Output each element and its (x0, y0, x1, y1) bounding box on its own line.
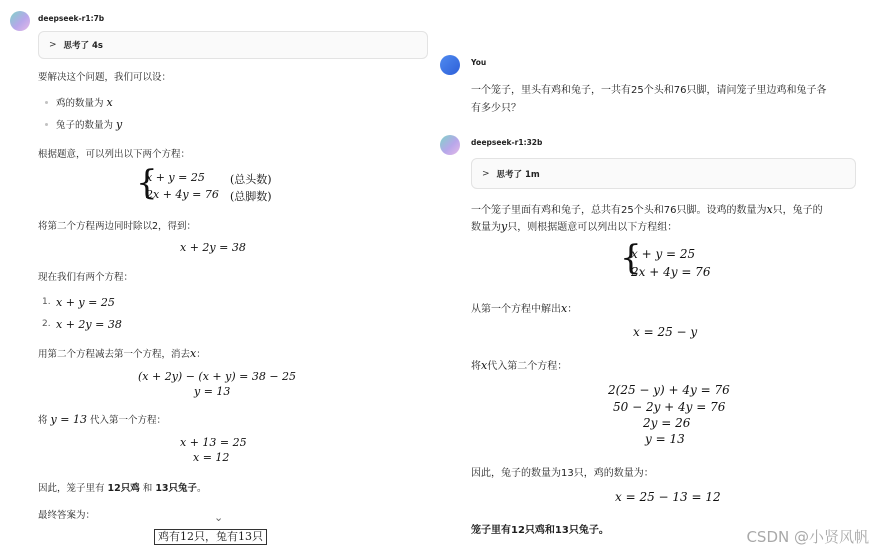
list-number: 2. (42, 319, 51, 329)
y-result: y = 13 (194, 385, 231, 398)
bullet-dot (45, 123, 48, 126)
para-text: 一个笼子里面有鸡和兔子，总共有25个头和76只脚。设鸡的数量为 (471, 205, 767, 216)
conclusion-chickens: 12只鸡 (107, 483, 140, 494)
plug-intro (471, 357, 567, 372)
result-intro: 因此，兔子的数量为13只，鸡的数量为： (471, 468, 654, 479)
list-item (56, 95, 113, 109)
model-name-right: deepseek-r1:32b (471, 138, 543, 147)
plug-equation: 2y = 26 (643, 416, 691, 430)
plug-equation: 50 − 2y + 4y = 76 (613, 400, 726, 414)
conclusion-end: 。 (197, 483, 207, 494)
colon: ： (196, 349, 206, 360)
conclusion-and: 和 (139, 483, 156, 494)
list-item (56, 117, 122, 131)
think-label: 思考了 4s (63, 41, 103, 51)
user-name: You (471, 58, 487, 67)
scroll-down-icon[interactable]: ⌄ (214, 511, 224, 524)
model-avatar-left (10, 11, 30, 31)
sub-equation-2: x = 12 (193, 451, 230, 464)
watermark: CSDN @小贤风帆 (746, 528, 869, 546)
intro-text: 要解决这个问题，我们可以设： (38, 72, 172, 83)
math-var: y (116, 118, 123, 131)
system-eq-2: 2x + 4y = 76 (146, 188, 219, 201)
subtract-text: 用第二个方程减去第一个方程，消去 (38, 349, 191, 360)
bullet-text: 鸡的数量为 (56, 98, 107, 109)
chevron-right-icon: > (49, 40, 57, 50)
equations-intro: 根据题意，可以列出以下两个方程： (38, 149, 191, 160)
conclusion-text: 因此，笼子里有 (38, 483, 108, 494)
subtract-equation: (x + 2y) − (x + y) = 38 − 25 (138, 370, 297, 383)
x-expression: x = 25 − y (633, 325, 698, 339)
final-answer-box: 鸡有12只，兔有13只 (154, 529, 267, 545)
math-var: x (106, 96, 113, 109)
user-question-line-2: 有多少只？ (471, 103, 521, 114)
list-equation: x + 2y = 38 (56, 318, 122, 331)
list-number: 1. (42, 297, 51, 307)
substitute-text-b: 代入第一个方程： (86, 415, 166, 426)
para1-line-1 (471, 201, 823, 216)
subtract-intro (38, 346, 206, 360)
system-note-2: (总脚数) (230, 190, 272, 203)
system-note-1: (总头数) (230, 173, 272, 186)
solve-text: 从第一个方程中解出 (471, 304, 561, 315)
user-avatar (440, 55, 460, 75)
substitute-text-a: 将 (38, 415, 51, 426)
divide-intro: 将第二个方程两边同时除以2，得到： (38, 221, 197, 232)
divided-equation: x + 2y = 38 (180, 241, 246, 254)
para-text: 数量为 (471, 222, 501, 233)
system-eq-1: x + y = 25 (631, 247, 696, 261)
bullet-dot (45, 101, 48, 104)
math-var: x (190, 347, 197, 360)
para1-line-2 (471, 218, 677, 233)
system-brace: { (620, 238, 642, 278)
conclusion-rabbits: 13只兔子 (155, 483, 198, 494)
plug-equation: 2(25 − y) + 4y = 76 (608, 383, 730, 397)
colon: ： (567, 304, 578, 315)
sub-equation-1: x + 13 = 25 (180, 436, 247, 449)
model-name-left: deepseek-r1:7b (38, 14, 105, 23)
final-label: 最终答案为： (38, 510, 96, 521)
think-toggle-right[interactable] (471, 158, 856, 189)
system-eq-2: 2x + 4y = 76 (631, 265, 711, 279)
solve-intro (471, 300, 577, 315)
x-result: x = 25 − 13 = 12 (615, 490, 721, 504)
math-var: x (481, 359, 488, 372)
plug-text: 代入第二个方程： (487, 361, 568, 372)
para-text: 只，兔子的 (772, 205, 823, 216)
list-equation: x + y = 25 (56, 296, 115, 309)
substitute-intro (38, 412, 166, 426)
math-var: x (561, 302, 568, 315)
plug-equation: y = 13 (645, 432, 685, 446)
now-two-text: 现在我们有两个方程： (38, 272, 134, 283)
system-brace: { (136, 163, 158, 203)
model-avatar-right (440, 135, 460, 155)
think-toggle-left[interactable] (38, 31, 428, 59)
math-var: y (501, 220, 508, 233)
conclusion (38, 480, 207, 494)
system-eq-1: x + y = 25 (146, 171, 205, 184)
bullet-text: 兔子的数量为 (56, 120, 117, 131)
user-question-line-1: 一个笼子，里头有鸡和兔子，一共有25个头和76只脚，请问笼子里边鸡和兔子各 (471, 85, 827, 96)
math-var: x (766, 203, 773, 216)
think-label: 思考了 1m (496, 169, 540, 180)
plug-text: 将 (471, 361, 481, 372)
final-answer: 笼子里有12只鸡和13只兔子。 (471, 525, 609, 536)
chevron-right-icon: > (482, 168, 490, 179)
para-text: 只，则根据题意可以列出以下方程组： (507, 222, 678, 233)
math-inline: y = 13 (50, 413, 87, 426)
